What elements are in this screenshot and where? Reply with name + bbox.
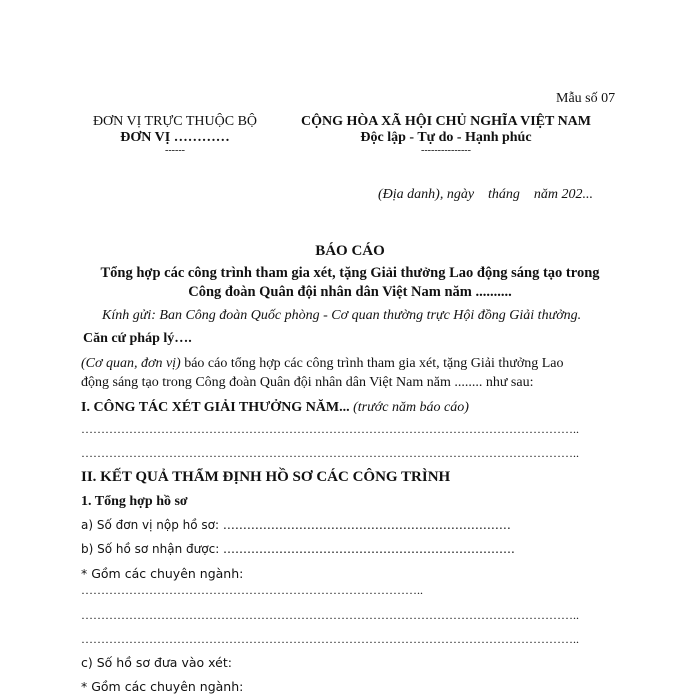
section1-title: I. CÔNG TÁC XÉT GIẢI THƯỞNG NĂM...	[81, 400, 350, 415]
intro-line2: động sáng tạo trong Công đoàn Quân đội nhân dân Việt Nam năm ........ như sau:	[81, 375, 534, 390]
intro-line1	[81, 356, 564, 372]
section1-note: (trước năm báo cáo)	[349, 400, 469, 415]
header-left-unit: ĐƠN VỊ …………	[120, 130, 230, 145]
section1-heading	[81, 400, 469, 416]
header-left-rule: ------	[165, 145, 185, 156]
dotted-line-2: ……………………………………………………………………………………………………………..	[81, 446, 579, 460]
report-subtitle-line2: Công đoàn Quân đội nhân dân Việt Nam năm ..........	[188, 284, 512, 300]
report-title: BÁO CÁO	[315, 243, 385, 259]
report-subtitle-line1: Tổng hợp các công trình tham gia xét, tặng Giải thưởng Lao động sáng tạo trong	[100, 265, 600, 281]
dotted-line-1: ……………………………………………………………………………………………………………..	[81, 422, 579, 436]
form-number: Mẫu số 07	[556, 91, 616, 106]
specialties-label: * Gồm các chuyên ngành:	[81, 566, 244, 581]
header-right-rule: ---------------	[421, 145, 471, 156]
specialties-label-2: * Gồm các chuyên ngành:	[81, 679, 244, 694]
national-motto: Độc lập - Tự do - Hạnh phúc	[360, 130, 532, 145]
recipient: Kính gửi: Ban Công đoàn Quốc phòng - Cơ quan thường trực Hội đồng Giải thưởng.	[102, 308, 582, 323]
intro-text: báo cáo tổng hợp các công trình tham gia xét, tặng Giải thưởng Lao	[180, 356, 564, 371]
section2-sub1: 1. Tổng hợp hồ sơ	[81, 494, 188, 509]
legal-basis: Căn cứ pháp lý….	[83, 331, 192, 346]
place-date: (Địa danh), ngày tháng năm 202...	[378, 187, 594, 202]
item-b: b) Số hồ sơ nhận được: ……………………………………………………………….	[81, 542, 515, 556]
national-title: CỘNG HÒA XÃ HỘI CHỦ NGHĨA VIỆT NAM	[300, 114, 591, 129]
item-c: c) Số hồ sơ đưa vào xét:	[81, 655, 232, 670]
item-a: a) Số đơn vị nộp hồ sơ: ………………………………………………………………	[81, 518, 511, 532]
dotted-line-3: …………………………………………………………………………..	[81, 583, 423, 597]
dotted-line-4: ……………………………………………………………………………………………………………..	[81, 608, 579, 622]
intro-agency: (Cơ quan, đơn vị)	[81, 356, 181, 371]
dotted-line-5: ……………………………………………………………………………………………………………..	[81, 632, 579, 646]
header-left	[80, 114, 270, 156]
header-right	[286, 114, 606, 156]
section2-heading: II. KẾT QUẢ THẨM ĐỊNH HỒ SƠ CÁC CÔNG TRÌNH	[81, 469, 451, 485]
header-left-line1: ĐƠN VỊ TRỰC THUỘC BỘ	[92, 114, 258, 129]
